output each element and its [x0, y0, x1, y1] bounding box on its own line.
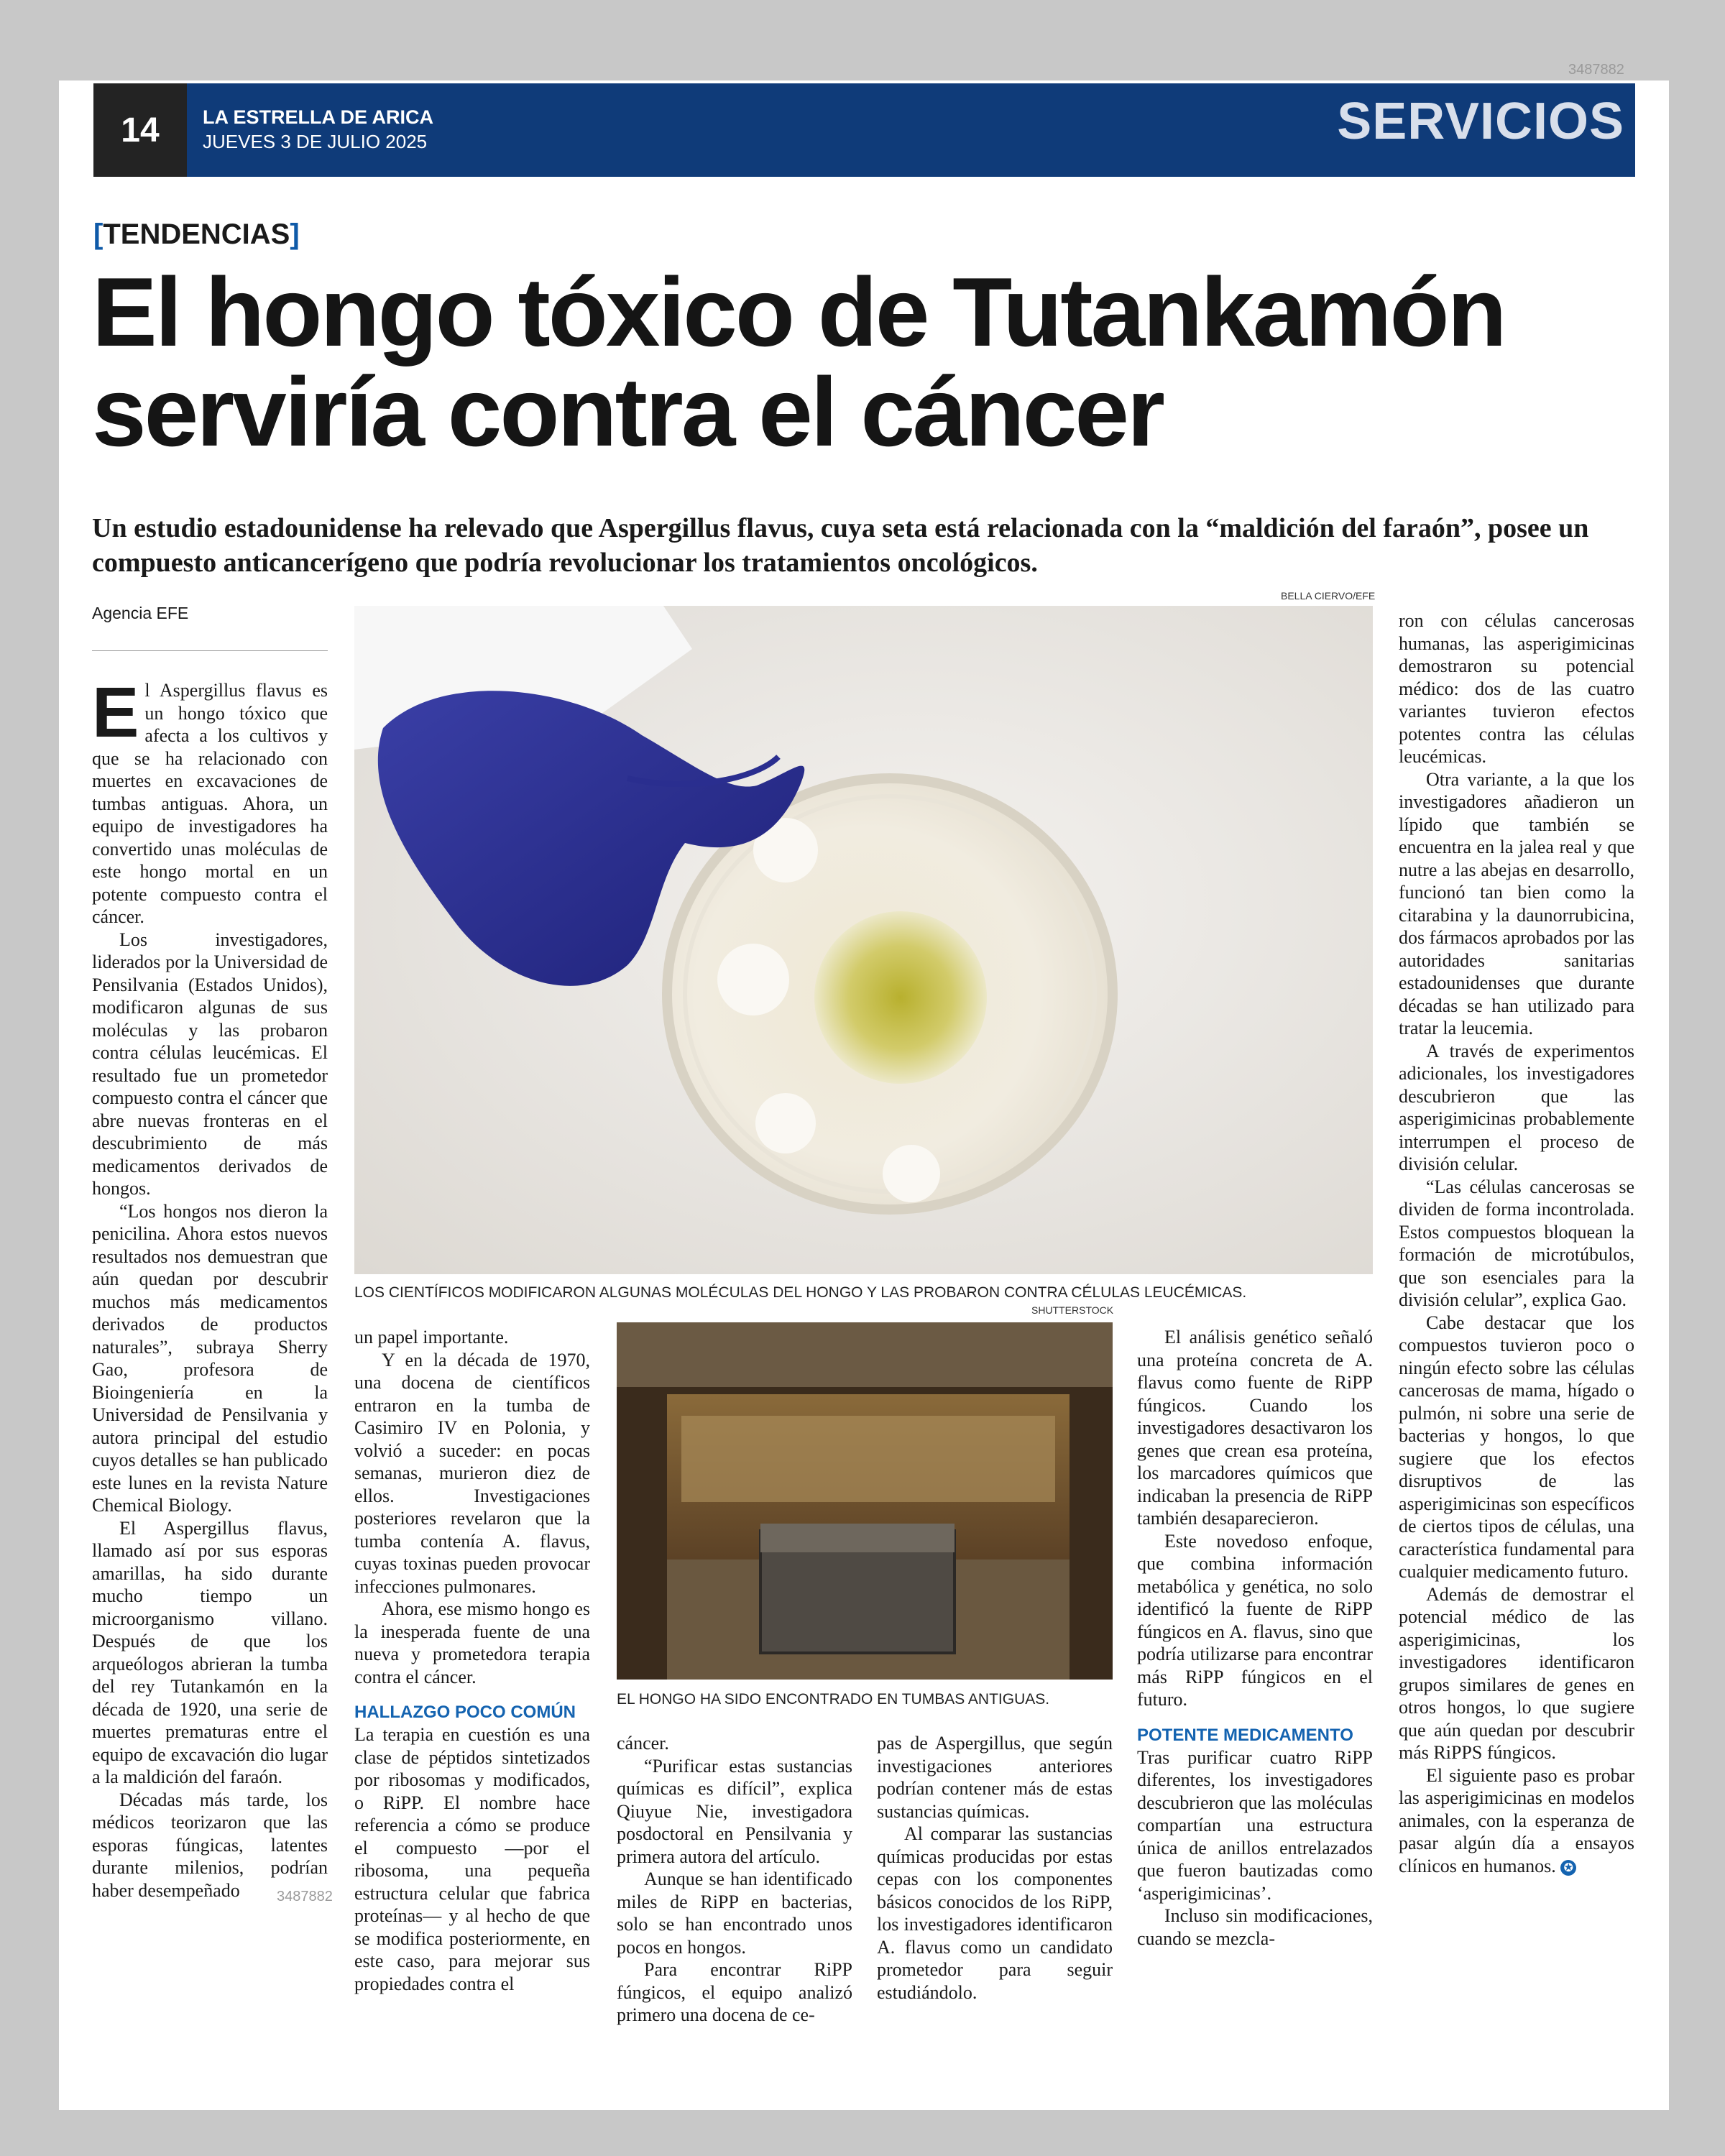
page-number: 14 [93, 83, 187, 177]
column-3 [617, 1732, 852, 2027]
column-4 [877, 1732, 1113, 2004]
paragraph: “Las células cancerosas se dividen de forma incontrolada. Estos compuestos bloquean la formación de microtúbulos, que son esenciales para la división celular”, explica Gao. [1399, 1176, 1634, 1310]
paragraph: cáncer. [617, 1733, 669, 1754]
paragraph: “Los hongos nos dieron la penicilina. Ahora estos nuevos resultados nos demuestran que aún quedan por descubrir muchos más medicamentos derivados de productos naturales”, subraya Sherry Gao, profesora de Bioingeniería en la Universidad de Pensilvania y autora principal del estudio cuyos detalles se han publicado este lunes en la revista Nature Chemical Biology. [92, 1200, 328, 1516]
paragraph: ron con células cancerosas humanas, las asperigimicinas demostraron su potencial médico: dos de las cuatro variantes tuvieron efectos potentes contra las células leucémicas. [1399, 610, 1634, 767]
byline-divider [92, 650, 328, 651]
kicker-label: TENDENCIAS [103, 218, 290, 250]
byline: Agencia EFE [92, 604, 189, 622]
paragraph: Al comparar las sustancias químicas producidas por estas cepas con los componentes básicos conocidos de los RiPP, los investigadores identificaron A. flavus como un candidato prometedor para seguir estudiándolo. [877, 1823, 1113, 2003]
paragraph: La terapia en cuestión es una clase de péptidos sintetizados por ribosomas y modificados, o RiPP. El nombre hace referencia a cómo se produce el compuesto —por el ribosoma, una pequeña estructura celular que fabrica proteínas— y al hecho de que se modifica posteriormente, en este caso, para mejorar sus propiedades contra el [354, 1724, 590, 1994]
paragraph: Ahora, ese mismo hongo es la inesperada fuente de una nueva y prometedora terapia contra el cáncer. [354, 1598, 590, 1687]
paragraph: Además de demostrar el potencial médico de las asperigimicinas, los investigadores identificaron grupos similares de genes en otros hongos, lo que sugiere que aún quedan por descubrir más RiPPS fúngicos. [1399, 1583, 1634, 1763]
paragraph: l Aspergillus flavus es un hongo tóxico que afecta a los cultivos y que se ha relacionado con muertes en excavaciones de tumbas antiguas. Ahora, un equipo de investigadores ha convertido unas moléculas de este hongo mortal en un potente compuesto contra el cáncer. [92, 680, 328, 927]
newspaper-name: LA ESTRELLA DE ARICA [203, 106, 433, 128]
paragraph: un papel importante. [354, 1327, 509, 1348]
paragraph: Y en la década de 1970, una docena de científicos entraron en la tumba de Casimiro IV en Polonia, y volvió a suceder: en pocas semanas, murieron diez de ellos. Investigaciones posteriores revelaron que la tumba contenía A. flavus, cuyas toxinas pueden provocar infecciones pulmonares. [354, 1349, 590, 1597]
subheadline: Un estudio estadounidense ha relevado que Aspergillus flavus, cuya seta está relacionada con la “maldición del faraón”, posee un compuesto anticancerígeno que podría revolucionar los tratamientos oncológicos. [92, 513, 1589, 578]
paragraph: Incluso sin modificaciones, cuando se mezcla- [1137, 1905, 1373, 1949]
paragraph: Para encontrar RiPP fúngicos, el equipo analizó primero una docena de ce- [617, 1959, 852, 2025]
drop-cap: E [92, 673, 139, 752]
paragraph: pas de Aspergillus, que según investigaciones anteriores podrían contener más de estas sustancias químicas. [877, 1733, 1113, 1822]
issue-date: JUEVES 3 DE JULIO 2025 [203, 131, 428, 152]
paragraph: Cabe destacar que los compuestos tuvieron poco o ningún efecto sobre las células cancerosas de mama, hígado o pulmón, ni sobre una serie de bacterias y hongos, lo que sugiere que los efectos disruptivos de las asperigimicinas son específicos de ciertos tipos de células, una característica fundamental para cualquier medicamento futuro. [1399, 1312, 1634, 1582]
paragraph: Aunque se han identificado miles de RiPP en bacterias, solo se han encontrado unos pocos en hongos. [617, 1869, 852, 1958]
photo-credit: SHUTTERSTOCK [1031, 1304, 1114, 1316]
paragraph: Este novedoso enfoque, que combina información metabólica y genética, no solo identificó la fuente de RiPP fúngicos en A. flavus, sino que podría utilizarse para encontrar más RiPP fúngicos en el futuro. [1137, 1530, 1373, 1710]
column-5 [1137, 1326, 1373, 1950]
section-title: SERVICIOS [1337, 93, 1624, 150]
column-2 [354, 1326, 590, 1995]
paragraph: Décadas más tarde, los médicos teorizaron que las esporas fúngicas, latentes durante milenios, podrían haber desempeñado [92, 1789, 328, 1901]
end-mark-icon: ✪ [1560, 1860, 1576, 1876]
photo-credit: BELLA CIERVO/EFE [1281, 590, 1376, 602]
kicker: [TENDENCIAS] [93, 218, 300, 250]
paragraph: “Purificar estas sustancias químicas es difícil”, explica Qiuyue Nie, investigadora posdoctoral en Pensilvania y primera autora del artículo. [617, 1755, 852, 1867]
paragraph: El siguiente paso es probar las asperigimicinas en modelos animales, con la esperanza de pasar algún día a ensayos clínicos en humanos. [1399, 1764, 1634, 1876]
photo-caption: EL HONGO HA SIDO ENCONTRADO EN TUMBAS ANTIGUAS. [617, 1691, 1050, 1708]
paragraph: Otra variante, a la que los investigadores añadieron un lípido que también se encuentra en la jalea real y que nutre a las abejas en desarrollo, funcionó tan bien como la citarabina y la daunorrubicina, dos fármacos aprobados por las autoridades sanitarias estadounidenses que durante décadas se han utilizado para tratar la leucemia. [1399, 768, 1634, 1038]
paragraph: Tras purificar cuatro RiPP diferentes, los investigadores descubrieron que las moléculas compartían una estructura única de anillos entrelazados que fueron bautizadas como ‘asperigimicinas’. [1137, 1746, 1373, 1904]
paragraph: A través de experimentos adicionales, los investigadores descubrieron que las asperigimicinas probablemente interrumpen el proceso de división celular. [1399, 1040, 1634, 1174]
subheading: POTENTE MEDICAMENTO [1137, 1725, 1353, 1745]
column-6 [1399, 609, 1634, 1877]
column-1 [92, 673, 328, 1902]
petri-dish-photo [354, 606, 1373, 1274]
paragraph: Los investigadores, liderados por la Universidad de Pensilvania (Estados Unidos), modificaron algunas de sus moléculas y las probaron contra células leucémicas. El resultado fue un prometedor compuesto contra el cáncer que abre nuevas fronteras en el descubrimiento de más medicamentos derivados de hongos. [92, 929, 328, 1199]
paragraph: El Aspergillus flavus, llamado así por sus esporas amarillas, ha sido durante mucho tiempo un microorganismo villano. Después de que los arqueólogos abrieran la tumba del rey Tutankamón en la década de 1920, una serie de muertes prematuras entre el equipo de excavación dio lugar a la maldición del faraón. [92, 1517, 328, 1787]
subheading: HALLAZGO POCO COMÚN [354, 1703, 576, 1722]
tomb-photo [617, 1322, 1113, 1680]
clipping-id: 3487882 [277, 1889, 333, 1904]
photo-caption: LOS CIENTÍFICOS MODIFICARON ALGUNAS MOLÉCULAS DEL HONGO Y LAS PROBARON CONTRA CÉLULAS LEUCÉMICAS. [354, 1284, 1247, 1301]
paragraph: El análisis genético señaló una proteína concreta de A. flavus como fuente de RiPP fúngicos. Cuando los investigadores desactivaron los genes que crean esa proteína, los marcadores químicos que indicaban la presencia de RiPP también desaparecieron. [1137, 1327, 1373, 1529]
clipping-id: 3487882 [1568, 62, 1624, 78]
headline: El hongo tóxico de Tutankamón serviría contra el cáncer [92, 257, 1505, 466]
